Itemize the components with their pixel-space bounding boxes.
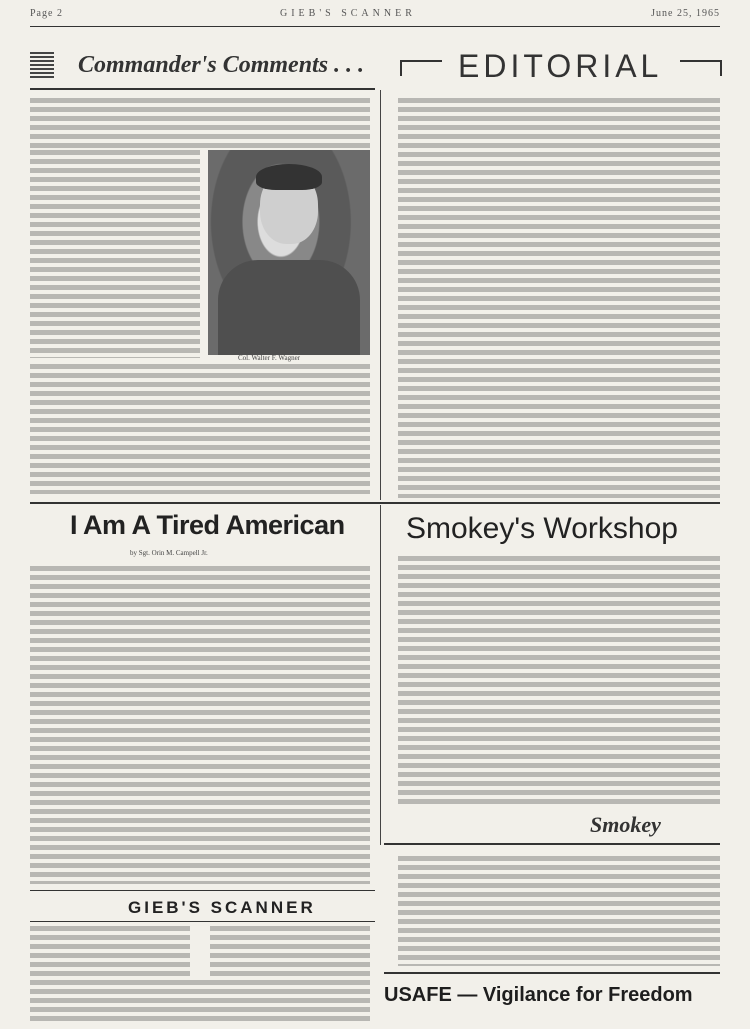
footer-slogan: USAFE — Vigilance for Freedom (384, 984, 693, 1006)
commanders-comments-text (30, 150, 200, 358)
commanders-comments-rule (30, 88, 375, 90)
staff-box-details (210, 926, 370, 976)
tired-american-title: I Am A Tired American (70, 510, 345, 540)
issue-date: June 25, 1965 (651, 8, 720, 19)
commanders-comments-text (30, 364, 370, 494)
masthead (30, 8, 720, 22)
paper-name: GIEB'S SCANNER (280, 8, 416, 19)
smokey-signature: Smokey (590, 812, 661, 837)
section-separator (384, 843, 720, 845)
commander-photo (208, 150, 370, 355)
photo-uniform (218, 260, 360, 355)
staff-box-rule (30, 890, 375, 891)
smokeys-workshop-title: Smokey's Workshop (406, 512, 678, 545)
footer-rule (384, 972, 720, 974)
staff-box-notice (30, 980, 370, 1022)
smokeys-workshop-text (398, 556, 720, 806)
commanders-comments-title: Commander's Comments . . . (78, 52, 365, 78)
photo-caption: Col. Walter F. Wagner (238, 354, 301, 362)
masthead-rule (30, 26, 720, 27)
section-ornament (30, 50, 54, 78)
page-number: Page 2 (30, 8, 63, 19)
theater-notice-text (398, 856, 720, 966)
column-divider (380, 505, 381, 845)
editorial-text (398, 98, 720, 498)
staff-box-title: GIEB'S SCANNER (128, 898, 316, 917)
column-divider (380, 90, 381, 500)
staff-box-details (30, 926, 190, 976)
editorial-frame-right (680, 60, 722, 76)
section-separator (30, 502, 720, 504)
article-byline: by Sgt. Orin M. Campell Jr. (130, 549, 208, 557)
photo-hair (256, 164, 322, 190)
commanders-comments-text (30, 98, 370, 148)
editorial-frame-left (400, 60, 442, 76)
tired-american-text (30, 566, 370, 884)
editorial-title: EDITORIAL (458, 48, 663, 84)
staff-box-rule (30, 921, 375, 922)
